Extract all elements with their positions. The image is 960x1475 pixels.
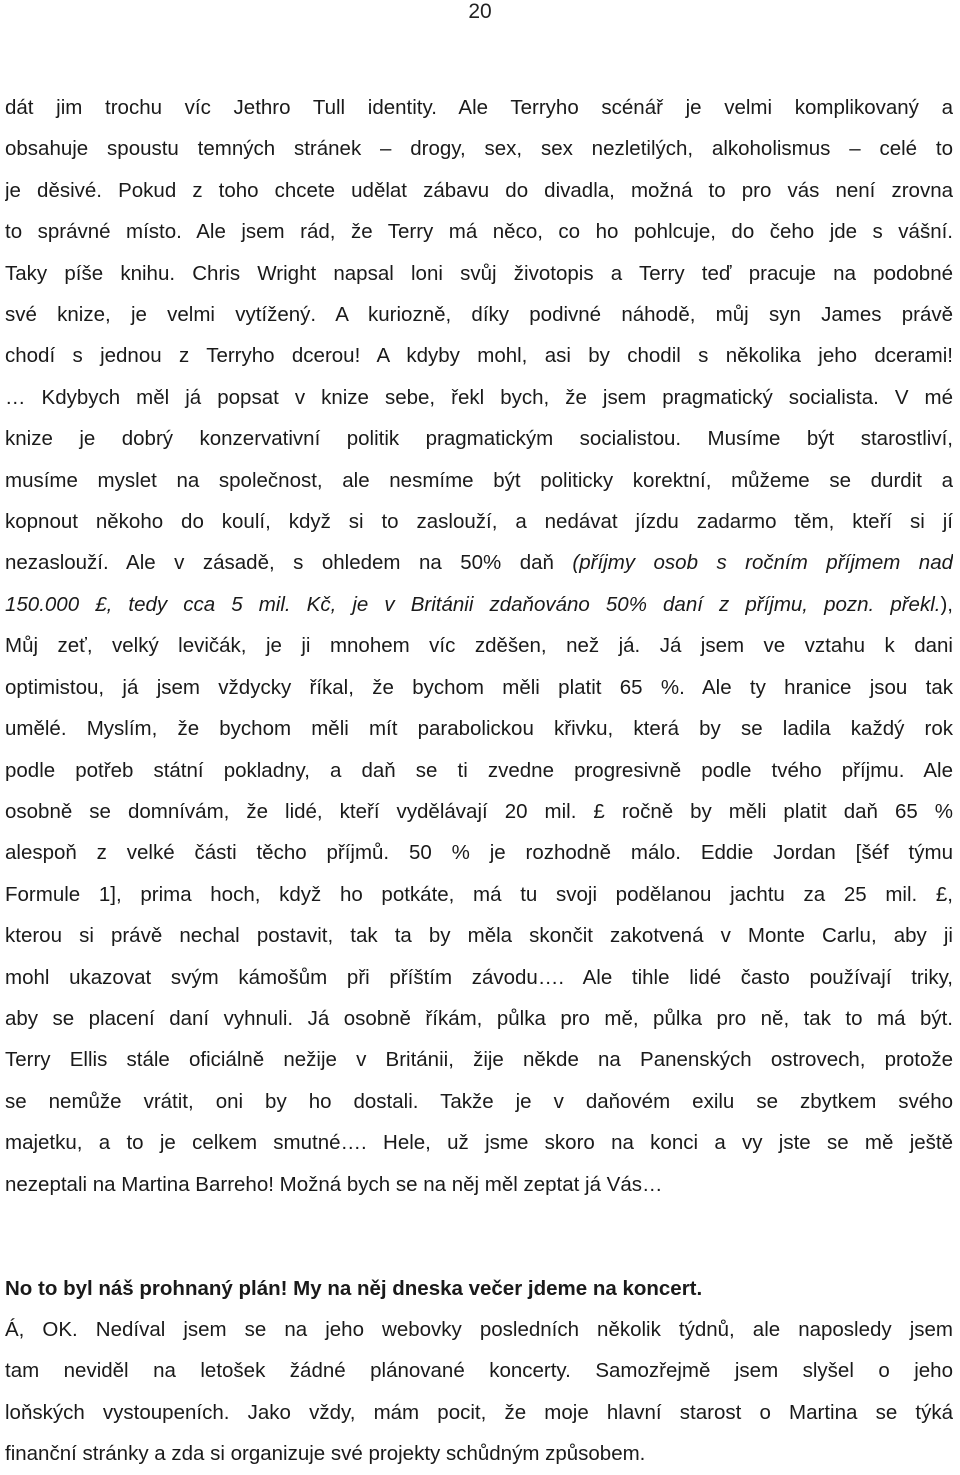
text-line: obsahuje spoustu temných stránek – drogy, sex, sex nezletilých, alkoholismus – celé to [5, 137, 953, 161]
text-line: kterou si právě nechal postavit, tak ta by měla skončit zakotvená v Monte Carlu, aby ji [5, 924, 953, 948]
text-line: Terry Ellis stále oficiálně nežije v Británii, žije někde na Panenských ostrovech, protože [5, 1048, 953, 1072]
text-line: knize je dobrý konzervativní politik pragmatickým socialistou. Musíme být starostliví, [5, 427, 953, 451]
text-line: Formule 1], prima hoch, když ho potkáte, má tu svoji podělanou jachtu za 25 mil. £, [5, 882, 953, 906]
text-line: Á, OK. Nedíval jsem se na jeho webovky posledních několik týdnů, ale naposledy jsem [5, 1318, 953, 1341]
text-line: dát jim trochu víc Jethro Tull identity. Ale Terryho scénář je velmi komplikovaný a [5, 96, 953, 119]
text-line: své knize, je velmi vytížený. A kuriozně, díky podivné náhodě, můj syn James právě [5, 303, 953, 327]
answer-paragraph [5, 1309, 953, 1475]
main-paragraph [5, 87, 953, 1205]
text-line: mohl ukazovat svým kámošům při příštím závodu…. Ale tihle lidé často používají triky, [5, 965, 953, 989]
text-line: se nemůže vrátit, oni by ho dostali. Takže je v daňovém exilu se zbytkem svého [5, 1089, 953, 1113]
translator-note: (příjmy osob s ročním příjmem nad [572, 551, 953, 575]
translator-note: 150.000 £, tedy cca 5 mil. Kč, je v Británii zdaňováno 50% daní z příjmu, pozn. překl. [5, 592, 941, 616]
text-line: musíme myslet na společnost, ale nesmíme být politicky korektní, můžeme se durdit a [5, 468, 953, 492]
text-line: alespoň z velké části těcho příjmů. 50 % je rozhodně málo. Eddie Jordan [šéf týmu [5, 841, 953, 865]
text-line: je děsivé. Pokud z toho chcete udělat zábavu do divadla, možná to pro vás není zrovna [5, 178, 953, 202]
text-line: optimistou, já jsem vždycky říkal, že bychom měli platit 65 %. Ale ty hranice jsou tak [5, 675, 953, 699]
text-line: loňských vystoupeních. Jako vždy, mám pocit, že moje hlavní starost o Martina se týká [5, 1400, 953, 1424]
text-line: 150.000 £, tedy cca 5 mil. Kč, je v Británii zdaňováno 50% daní z příjmu, pozn. překl.), [5, 592, 953, 616]
text-line: majetku, a to je celkem smutné…. Hele, už jsme skoro na konci a vy jste se mě ještě [5, 1131, 953, 1155]
text-line: Taky píše knihu. Chris Wright napsal loni svůj životopis a Terry teď pracuje na podobné [5, 261, 953, 285]
text-line: … Kdybych měl já popsat v knize sebe, řekl bych, že jsem pragmatický socialista. V mé [5, 385, 953, 409]
text-line: chodí s jednou z Terryho dcerou! A kdyby mohl, asi by chodil s několika jeho dcerami! [5, 344, 953, 368]
text-line: finanční stránky a zda si organizuje své projekty schůdným způsobem. [5, 1442, 646, 1466]
text-line: aby se placení daní vyhnuli. Já osobně říkám, půlka pro mě, půlka pro ně, tak to má být. [5, 1006, 953, 1030]
text-line: nezaslouží. Ale v zásadě, s ohledem na 50% daň (příjmy osob s ročním příjmem nad [5, 551, 953, 575]
text-line: osobně se domnívám, že lidé, kteří vydělávají 20 mil. £ ročně by měli platit daň 65 % [5, 799, 953, 823]
question-text: No to byl náš prohnaný plán! My na něj dneska večer jdeme na koncert. [5, 1277, 703, 1300]
page-number: 20 [468, 0, 492, 23]
text-line: umělé. Myslím, že bychom měli mít parabolickou křivku, která by se ladila každý rok [5, 717, 953, 741]
text-line: tam neviděl na letošek žádné plánované koncerty. Samozřejmě jsem slyšel o jeho [5, 1359, 953, 1383]
text-line: to správné místo. Ale jsem rád, že Terry má něco, co ho pohlcuje, do čeho jde s vášní. [5, 220, 953, 244]
text-line: Můj zeť, velký levičák, je ji mnohem víc zděšen, než já. Já jsem ve vztahu k dani [5, 634, 953, 658]
text-line: nezeptali na Martina Barreho! Možná bych se na něj měl zeptat já Vás… [5, 1172, 663, 1196]
text-line: podle potřeb státní pokladny, a daň se ti zvedne progresivně podle tvého příjmu. Ale [5, 758, 953, 782]
text-line: kopnout někoho do koulí, když si to zaslouží, a nedávat jízdu zadarmo těm, kteří si jí [5, 510, 953, 534]
interview-question [5, 1268, 953, 1309]
